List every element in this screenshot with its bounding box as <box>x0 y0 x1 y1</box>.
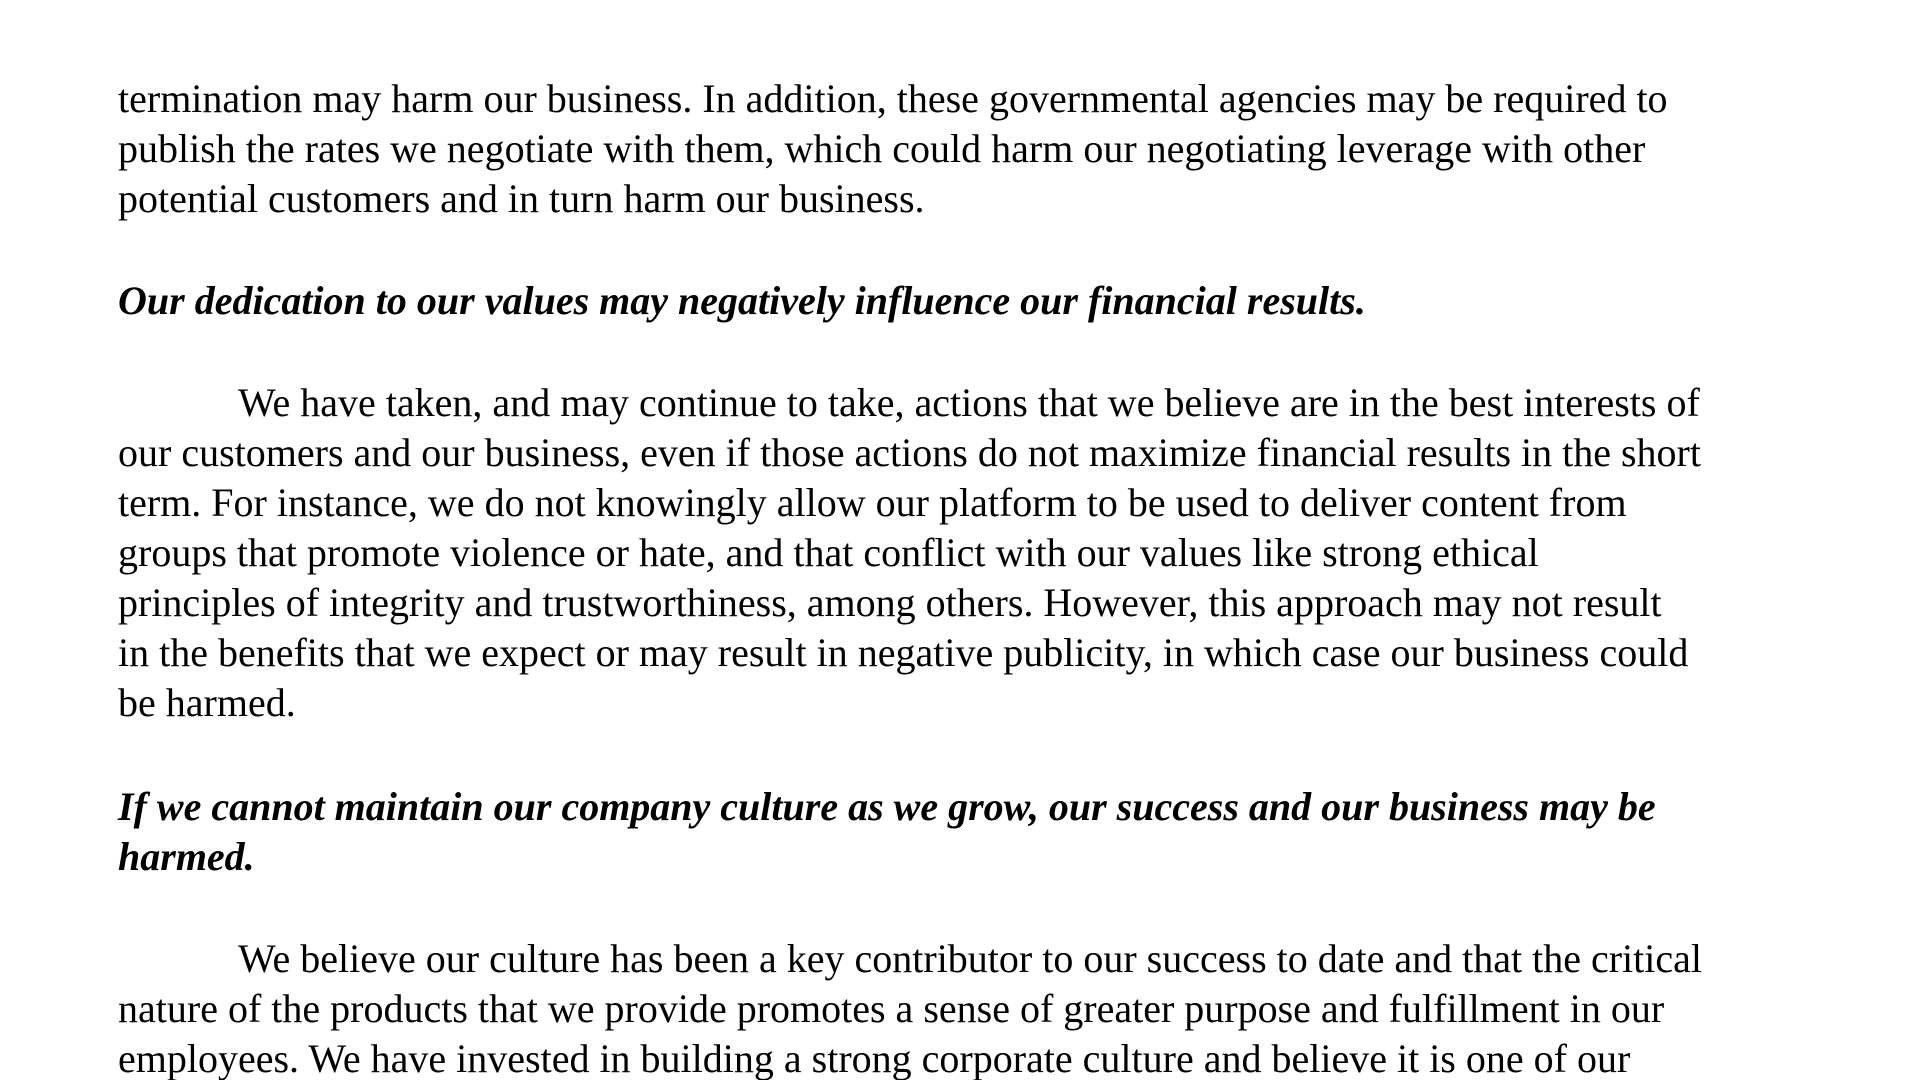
paragraph-line: We believe our culture has been a key contributor to our success to date and that the critical <box>238 936 1703 981</box>
paragraph-line: our customers and our business, even if those actions do not maximize financial results in the short <box>118 430 1701 475</box>
paragraph-line: termination may harm our business. In addition, these governmental agencies may be required to <box>118 76 1668 121</box>
heading-line: Our dedication to our values may negatively influence our financial results. <box>118 278 1366 323</box>
paragraph-line: nature of the products that we provide promotes a sense of greater purpose and fulfillment in our <box>118 986 1665 1031</box>
body-paragraph <box>118 378 1838 728</box>
heading-line: harmed. <box>118 834 255 879</box>
paragraph-line: principles of integrity and trustworthiness, among others. However, this approach may not result <box>118 580 1662 625</box>
paragraph-line: in the benefits that we expect or may result in negative publicity, in which case our business could <box>118 630 1689 675</box>
heading-line: If we cannot maintain our company culture as we grow, our success and our business may be <box>118 784 1656 829</box>
paragraph-line: employees. We have invested in building a strong corporate culture and believe it is one of our <box>118 1036 1631 1080</box>
body-paragraph <box>118 74 1838 224</box>
paragraph-line: We have taken, and may continue to take, actions that we believe are in the best interests of <box>238 380 1700 425</box>
paragraph-line: be harmed. <box>118 680 296 725</box>
body-paragraph <box>118 934 1838 1080</box>
paragraph-line: groups that promote violence or hate, and that conflict with our values like strong ethical <box>118 530 1539 575</box>
section-heading <box>118 782 1838 882</box>
paragraph-line: term. For instance, we do not knowingly allow our platform to be used to deliver content from <box>118 480 1627 525</box>
section-heading <box>118 276 1838 326</box>
paragraph-line: publish the rates we negotiate with them, which could harm our negotiating leverage with other <box>118 126 1646 171</box>
paragraph-line: potential customers and in turn harm our business. <box>118 176 925 221</box>
